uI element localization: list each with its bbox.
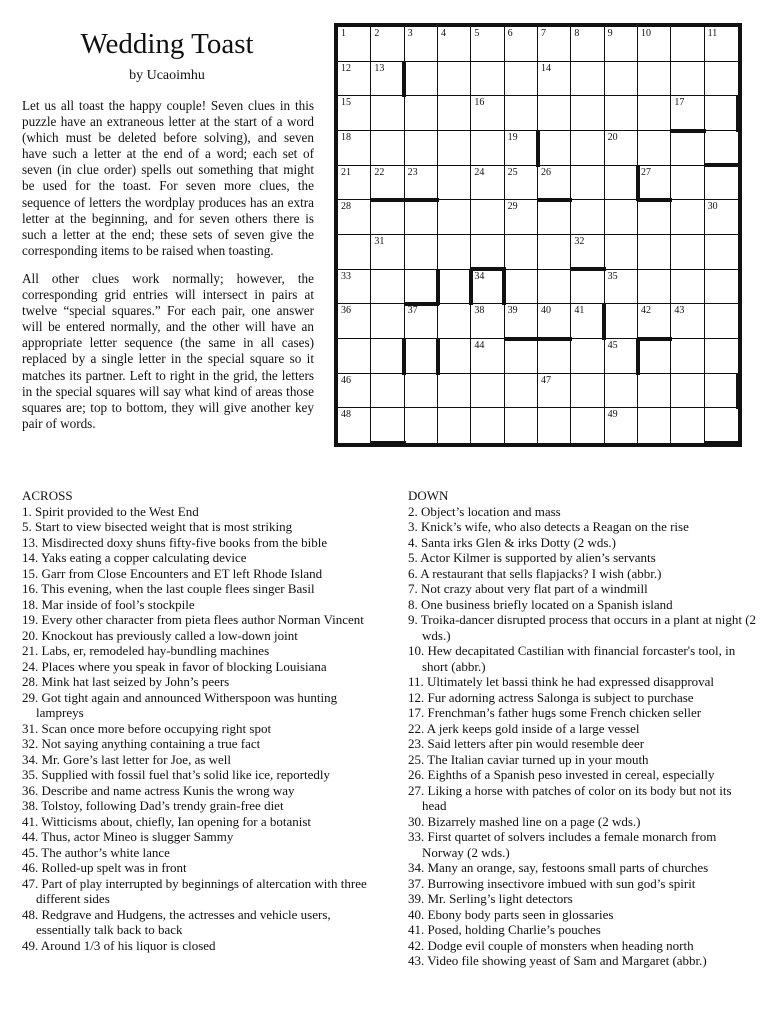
grid-cell[interactable]	[438, 62, 471, 97]
grid-cell[interactable]	[505, 166, 538, 201]
grid-cell[interactable]	[538, 166, 571, 201]
clue-number: 9	[607, 28, 613, 39]
instructions-paragraph-1: Let us all toast the happy couple! Seven clues in this puzzle have an extraneous letter at the start of a word (which must be deleted before solving), and seven have such a letter at the end of a word; each set of seven (in clue order) spells out something that might be used for the toast. For seven more clues, the sequence of letters the wordplay produces has an extra letter at the beginning, and for seven others there is such a letter at the end; these sets of seven give the corresponding items to be raised when toasting.	[22, 98, 314, 258]
across-clue: 1. Spirit provided to the West End	[22, 503, 199, 519]
grid-cell[interactable]	[338, 304, 371, 339]
grid-cell[interactable]	[605, 270, 638, 305]
grid-bar-vertical	[602, 303, 606, 340]
grid-cell[interactable]	[638, 96, 671, 131]
grid-cell[interactable]	[638, 339, 671, 374]
down-clue: 22. A jerk keeps gold inside of a large vessel	[408, 720, 640, 736]
grid-bar-horizontal	[570, 267, 605, 271]
grid-cell[interactable]	[505, 408, 538, 443]
grid-cell[interactable]	[471, 200, 504, 235]
down-clue: 6. A restaurant that sells flapjacks? I wish (abbr.)	[408, 565, 662, 581]
grid-cell[interactable]	[671, 27, 704, 62]
grid-bar-vertical	[636, 165, 640, 202]
grid-cell[interactable]	[505, 304, 538, 339]
crossword-grid	[334, 23, 742, 447]
across-clue: 49. Around 1/3 of his liquor is closed	[22, 937, 216, 953]
grid-cell[interactable]	[571, 408, 604, 443]
down-clue: 26. Eighths of a Spanish peso invested in cereal, especially	[408, 767, 715, 782]
clue-number: 18	[341, 132, 351, 143]
grid-cell[interactable]	[605, 339, 638, 374]
grid-cell[interactable]	[338, 62, 371, 97]
grid-cell[interactable]	[605, 374, 638, 409]
grid-cell[interactable]	[405, 270, 438, 305]
grid-cell[interactable]	[571, 374, 604, 409]
grid-bar-horizontal	[404, 198, 439, 202]
grid-cell[interactable]	[371, 304, 404, 339]
across-clue: 44. Thus, actor Mineo is slugger Sammy	[22, 829, 234, 844]
across-clue: 19. Every other character from pieta flees author Norman Vincent	[22, 612, 364, 627]
down-clue: 39. Mr. Serling’s light detectors	[408, 891, 573, 906]
clue-number: 30	[707, 201, 718, 213]
grid-cell[interactable]	[571, 62, 604, 97]
grid-cell[interactable]	[705, 96, 738, 131]
grid-cell[interactable]	[505, 235, 538, 270]
grid-cell[interactable]	[405, 166, 438, 201]
grid-cell[interactable]	[571, 166, 604, 201]
down-clue: 41. Posed, holding Charlie’s pouches	[408, 922, 601, 937]
grid-cell[interactable]	[405, 200, 438, 235]
grid-cell[interactable]	[438, 339, 471, 374]
clue-number: 39	[507, 305, 518, 317]
grid-cell[interactable]	[638, 304, 671, 339]
clue-number: 28	[341, 201, 351, 213]
grid-cell[interactable]	[705, 270, 738, 305]
clue-number: 40	[541, 305, 551, 317]
grid-cell[interactable]	[471, 166, 504, 201]
across-clue: 35. Supplied with fossil fuel that’s solid like ice, reportedly	[22, 767, 330, 782]
clue-number: 44	[474, 340, 485, 351]
grid-cell[interactable]	[571, 270, 604, 305]
clue-number: 4	[441, 28, 446, 39]
grid-cell[interactable]	[505, 27, 538, 62]
grid-cell[interactable]	[605, 166, 638, 201]
grid-cell[interactable]	[538, 270, 571, 305]
across-clue: 32. Not saying anything containing a true fact	[22, 736, 261, 751]
grid-cell[interactable]	[605, 96, 638, 131]
grid-cell[interactable]	[471, 96, 504, 131]
clue-number: 22	[374, 166, 385, 178]
grid-cell[interactable]	[671, 96, 704, 131]
grid-cell[interactable]	[471, 304, 504, 339]
grid-cell[interactable]	[371, 235, 404, 270]
clue-number: 37	[407, 305, 418, 317]
across-heading: ACROSS	[22, 488, 73, 503]
clue-number: 41	[574, 305, 585, 317]
across-clue: 31. Scan once more before occupying right spot	[22, 720, 272, 736]
clue-number: 13	[374, 62, 385, 74]
grid-cell[interactable]	[571, 304, 604, 339]
grid-cell[interactable]	[671, 235, 704, 270]
grid-cell[interactable]	[705, 27, 738, 62]
instructions	[22, 98, 314, 444]
across-clue: 46. Rolled-up spelt was in front	[22, 860, 187, 875]
down-clue: 2. Object’s location and mass	[408, 503, 561, 519]
grid-cell[interactable]	[338, 96, 371, 131]
grid-cell[interactable]	[371, 339, 404, 374]
grid-bar-horizontal	[370, 198, 405, 202]
grid-cell[interactable]	[671, 200, 704, 235]
grid-cell[interactable]	[405, 408, 438, 443]
grid-cell[interactable]	[471, 339, 504, 374]
clue-number: 36	[341, 305, 351, 317]
grid-bar-horizontal	[637, 198, 672, 202]
grid-cell[interactable]	[405, 339, 438, 374]
grid-cell[interactable]	[438, 200, 471, 235]
grid-cell[interactable]	[371, 166, 404, 201]
grid-bar-vertical	[636, 338, 640, 375]
grid-bar-horizontal	[704, 163, 739, 167]
puzzle-title: Wedding Toast	[80, 28, 254, 60]
grid-cell[interactable]	[705, 200, 738, 235]
clue-number: 25	[507, 166, 518, 178]
grid-cell[interactable]	[338, 27, 371, 62]
down-clue: 9. Troika-dancer disrupted process that occurs in a plant at night (2 wds.)	[408, 612, 757, 643]
clue-number: 24	[474, 166, 485, 178]
clue-number: 11	[707, 28, 718, 39]
grid-bar-horizontal	[404, 302, 439, 306]
clue-number: 42	[641, 305, 651, 317]
across-clue: 21. Labs, er, remodeled hay-bundling machines	[22, 643, 270, 658]
grid-cell[interactable]	[505, 200, 538, 235]
across-clue: 29. Got tight again and announced Witherspoon was hunting lampreys	[22, 689, 338, 720]
grid-cell[interactable]	[571, 235, 604, 270]
grid-cell[interactable]	[438, 408, 471, 443]
grid-cell[interactable]	[671, 270, 704, 305]
grid-cell[interactable]	[671, 166, 704, 201]
grid-cell[interactable]	[338, 166, 371, 201]
grid-cell[interactable]	[671, 304, 704, 339]
grid-cell[interactable]	[371, 62, 404, 97]
down-clue: 5. Actor Kilmer is supported by alien’s servants	[408, 550, 656, 565]
across-clue: 14. Yaks eating a copper calculating device	[22, 550, 247, 565]
clue-number: 19	[507, 132, 518, 143]
clue-number: 12	[341, 62, 351, 74]
grid-cell[interactable]	[405, 62, 438, 97]
across-clue: 13. Misdirected doxy shuns fifty-five books from the bible	[22, 534, 328, 550]
grid-cell[interactable]	[705, 374, 738, 409]
clue-number: 7	[541, 28, 546, 39]
grid-cell[interactable]	[471, 27, 504, 62]
grid-cell[interactable]	[638, 27, 671, 62]
clue-number: 5	[474, 28, 480, 39]
grid-cell[interactable]	[438, 270, 471, 305]
grid-cell[interactable]	[638, 408, 671, 443]
clue-number: 2	[374, 28, 380, 39]
grid-cell[interactable]	[371, 131, 404, 166]
grid-cell[interactable]	[438, 374, 471, 409]
down-clue: 3. Knick’s wife, who also detects a Reagan on the rise	[408, 519, 689, 534]
grid-cell[interactable]	[638, 62, 671, 97]
grid-cell[interactable]	[505, 62, 538, 97]
down-clue: 10. Hew decapitated Castilian with financial forcaster's tool, in short (abbr.)	[408, 643, 736, 674]
across-clue: 48. Redgrave and Hudgens, the actresses and vehicle users, essentially talk back to back	[22, 906, 331, 937]
grid-cell[interactable]	[638, 166, 671, 201]
grid-cell[interactable]	[538, 62, 571, 97]
grid-cell[interactable]	[405, 131, 438, 166]
grid-cell[interactable]	[405, 235, 438, 270]
across-clue: 47. Part of play interrupted by beginnings of altercation with three different sides	[22, 875, 367, 906]
grid-bar-horizontal	[637, 337, 672, 341]
clue-number: 38	[474, 305, 485, 317]
grid-cell[interactable]	[471, 270, 504, 305]
grid-bar-horizontal	[670, 129, 705, 133]
grid-cell[interactable]	[471, 374, 504, 409]
clue-number: 48	[341, 409, 351, 421]
grid-bar-horizontal	[370, 441, 405, 445]
down-clue: 42. Dodge evil couple of monsters when heading north	[408, 937, 694, 953]
grid-cell[interactable]	[538, 200, 571, 235]
grid-cell[interactable]	[371, 200, 404, 235]
clue-number: 17	[674, 97, 685, 109]
grid-cell[interactable]	[438, 166, 471, 201]
grid-cell[interactable]	[538, 27, 571, 62]
down-clue: 23. Said letters after pin would resemble deer	[408, 736, 645, 751]
grid-cell[interactable]	[638, 374, 671, 409]
grid-cell[interactable]	[638, 200, 671, 235]
grid-cell[interactable]	[571, 27, 604, 62]
grid-bar-vertical	[502, 269, 506, 306]
grid-cell[interactable]	[471, 408, 504, 443]
grid-cell[interactable]	[538, 374, 571, 409]
down-clue: 30. Bizarrely mashed line on a page (2 wds.)	[408, 813, 641, 829]
clue-number: 27	[641, 166, 651, 178]
down-clue: 40. Ebony body parts seen in glossaries	[408, 906, 614, 922]
grid-cell[interactable]	[405, 304, 438, 339]
grid-cell[interactable]	[638, 131, 671, 166]
across-clue: 28. Mink hat last seized by John’s peers	[22, 674, 230, 689]
down-clue: 17. Frenchman’s father hugs some French chicken seller	[408, 705, 702, 720]
grid-cell[interactable]	[605, 304, 638, 339]
clue-number: 1	[341, 28, 346, 39]
grid-cell[interactable]	[705, 62, 738, 97]
grid-cell[interactable]	[471, 131, 504, 166]
grid-cell[interactable]	[505, 339, 538, 374]
across-clue: 38. Tolstoy, following Dad’s trendy grain-free diet	[22, 798, 284, 813]
clue-number: 34	[474, 270, 485, 282]
grid-cell[interactable]	[538, 96, 571, 131]
clue-number: 45	[607, 340, 618, 351]
down-clue: 12. Fur adorning actress Salonga is subject to purchase	[408, 689, 694, 705]
grid-cell[interactable]	[538, 304, 571, 339]
grid-bar-vertical	[469, 269, 473, 306]
grid-cell[interactable]	[338, 235, 371, 270]
down-clues	[408, 488, 758, 969]
grid-cell[interactable]	[571, 131, 604, 166]
grid-cell[interactable]	[371, 27, 404, 62]
grid-cell[interactable]	[438, 27, 471, 62]
puzzle-byline: by Ucaoimhu	[129, 68, 205, 83]
grid-cell[interactable]	[538, 131, 571, 166]
instructions-paragraph-2: All other clues work normally; however, the corresponding grid entries will intersect in pairs at twelve “special squares.” For each pair, one answer will be entered normally, and the other will have an appropriate letter sequence (the same in all cases) replaced by a single letter in the special square so it matches its partner. Left to right in the grid, the letters in the special squares will say what kind of areas those squares are; top to bottom, they will give another key pair of words.	[22, 270, 314, 431]
grid-cell[interactable]	[338, 408, 371, 443]
down-clue: 7. Not crazy about very flat part of a windmill	[408, 581, 648, 596]
grid-cell[interactable]	[538, 408, 571, 443]
grid-cell[interactable]	[605, 200, 638, 235]
grid-cell[interactable]	[571, 96, 604, 131]
grid-cell[interactable]	[605, 27, 638, 62]
across-clue: 36. Describe and name actress Kunis the wrong way	[22, 782, 295, 798]
grid-cell[interactable]	[671, 131, 704, 166]
across-clue: 45. The author’s white lance	[22, 844, 170, 860]
clue-number: 46	[341, 374, 351, 386]
across-clue: 24. Places where you speak in favor of blocking Louisiana	[22, 658, 327, 674]
grid-cell[interactable]	[471, 62, 504, 97]
grid-bar-horizontal	[504, 337, 539, 341]
grid-cell[interactable]	[671, 62, 704, 97]
clue-number: 31	[374, 236, 385, 247]
grid-cell[interactable]	[605, 131, 638, 166]
grid-cell[interactable]	[405, 374, 438, 409]
clue-number: 8	[574, 28, 580, 39]
across-clue: 41. Witticisms about, chiefly, Ian opening for a botanist	[22, 813, 312, 829]
down-clue: 25. The Italian caviar turned up in your mouth	[408, 751, 649, 767]
grid-cell[interactable]	[371, 374, 404, 409]
grid-bar-horizontal	[537, 198, 572, 202]
clue-number: 29	[507, 201, 518, 213]
grid-cell[interactable]	[438, 131, 471, 166]
grid-cell[interactable]	[471, 235, 504, 270]
grid-cell[interactable]	[571, 200, 604, 235]
grid-cell[interactable]	[605, 62, 638, 97]
clue-number: 10	[641, 28, 651, 39]
grid-cell[interactable]	[638, 270, 671, 305]
clue-number: 6	[507, 28, 513, 39]
clue-number: 49	[607, 409, 618, 421]
clue-number: 43	[674, 305, 685, 317]
grid-cell[interactable]	[338, 131, 371, 166]
grid-cell[interactable]	[505, 270, 538, 305]
clue-number: 20	[607, 132, 618, 143]
down-clue: 27. Liking a horse with patches of color on its body but not its head	[408, 782, 732, 813]
grid-bar-vertical	[736, 373, 740, 410]
grid-cell[interactable]	[705, 339, 738, 374]
down-clue: 37. Burrowing insectivore imbued with sun god’s spirit	[408, 875, 696, 891]
across-clues	[22, 488, 372, 953]
grid-cell[interactable]	[538, 235, 571, 270]
grid-cell[interactable]	[605, 235, 638, 270]
grid-cell[interactable]	[371, 270, 404, 305]
grid-cell[interactable]	[671, 339, 704, 374]
grid-cell[interactable]	[438, 96, 471, 131]
down-clue: 11. Ultimately let bassi think he had expressed disapproval	[408, 674, 715, 689]
grid-cell[interactable]	[338, 270, 371, 305]
grid-bar-vertical	[436, 338, 440, 375]
grid-bar-vertical	[736, 95, 740, 132]
grid-bar-vertical	[402, 338, 406, 375]
clue-number: 15	[341, 97, 351, 109]
grid-bar-vertical	[436, 269, 440, 306]
grid-cell[interactable]	[605, 408, 638, 443]
clue-number: 35	[607, 270, 618, 282]
clue-number: 47	[541, 374, 551, 386]
down-heading: DOWN	[408, 488, 449, 503]
down-clue: 8. One business briefly located on a Spanish island	[408, 596, 673, 612]
across-clue: 5. Start to view bisected weight that is most striking	[22, 519, 293, 534]
grid-cell[interactable]	[705, 131, 738, 166]
across-clue: 34. Mr. Gore’s last letter for Joe, as well	[22, 751, 232, 767]
across-clue: 16. This evening, when the last couple flees singer Basil	[22, 581, 315, 596]
grid-cell[interactable]	[371, 408, 404, 443]
grid-cell[interactable]	[705, 166, 738, 201]
grid-cell[interactable]	[505, 96, 538, 131]
grid-cell[interactable]	[671, 408, 704, 443]
grid-cell[interactable]	[338, 374, 371, 409]
across-clue: 18. Mar inside of fool’s stockpile	[22, 596, 195, 612]
down-clue: 4. Santa irks Glen & irks Dotty (2 wds.)	[408, 534, 616, 550]
grid-cell[interactable]	[705, 304, 738, 339]
grid-cell[interactable]	[538, 339, 571, 374]
grid-bar-vertical	[536, 130, 540, 167]
grid-cell[interactable]	[571, 339, 604, 374]
clue-number: 3	[407, 28, 413, 39]
down-clue: 33. First quartet of solvers includes a female monarch from Norway (2 wds.)	[408, 829, 717, 860]
grid-cell[interactable]	[505, 131, 538, 166]
grid-cell[interactable]	[705, 235, 738, 270]
grid-cell[interactable]	[338, 200, 371, 235]
grid-bar-horizontal	[470, 267, 505, 271]
grid-cell[interactable]	[405, 96, 438, 131]
grid-bar-vertical	[402, 61, 406, 98]
grid-cell[interactable]	[338, 339, 371, 374]
grid-cell[interactable]	[705, 408, 738, 443]
clue-number: 33	[341, 270, 351, 282]
grid-cell[interactable]	[671, 374, 704, 409]
across-clue: 15. Garr from Close Encounters and ET left Rhode Island	[22, 565, 323, 581]
grid-cell[interactable]	[405, 27, 438, 62]
grid-cell[interactable]	[438, 304, 471, 339]
clue-number: 21	[341, 166, 351, 178]
clue-number: 32	[574, 236, 585, 247]
across-clue: 20. Knockout has previously called a low-down joint	[22, 627, 298, 643]
grid-bar-horizontal	[704, 441, 739, 445]
clue-number: 14	[541, 62, 551, 74]
clue-number: 16	[474, 97, 485, 109]
clue-number: 23	[407, 166, 418, 178]
down-clue: 34. Many an orange, say, festoons small parts of churches	[408, 860, 709, 875]
down-clue: 43. Video file showing yeast of Sam and Margaret (abbr.)	[408, 953, 707, 968]
grid-bar-horizontal	[537, 337, 572, 341]
grid-cell[interactable]	[438, 235, 471, 270]
grid-cell[interactable]	[371, 96, 404, 131]
grid-cell[interactable]	[505, 374, 538, 409]
clue-number: 26	[541, 166, 551, 178]
grid-cell[interactable]	[638, 235, 671, 270]
